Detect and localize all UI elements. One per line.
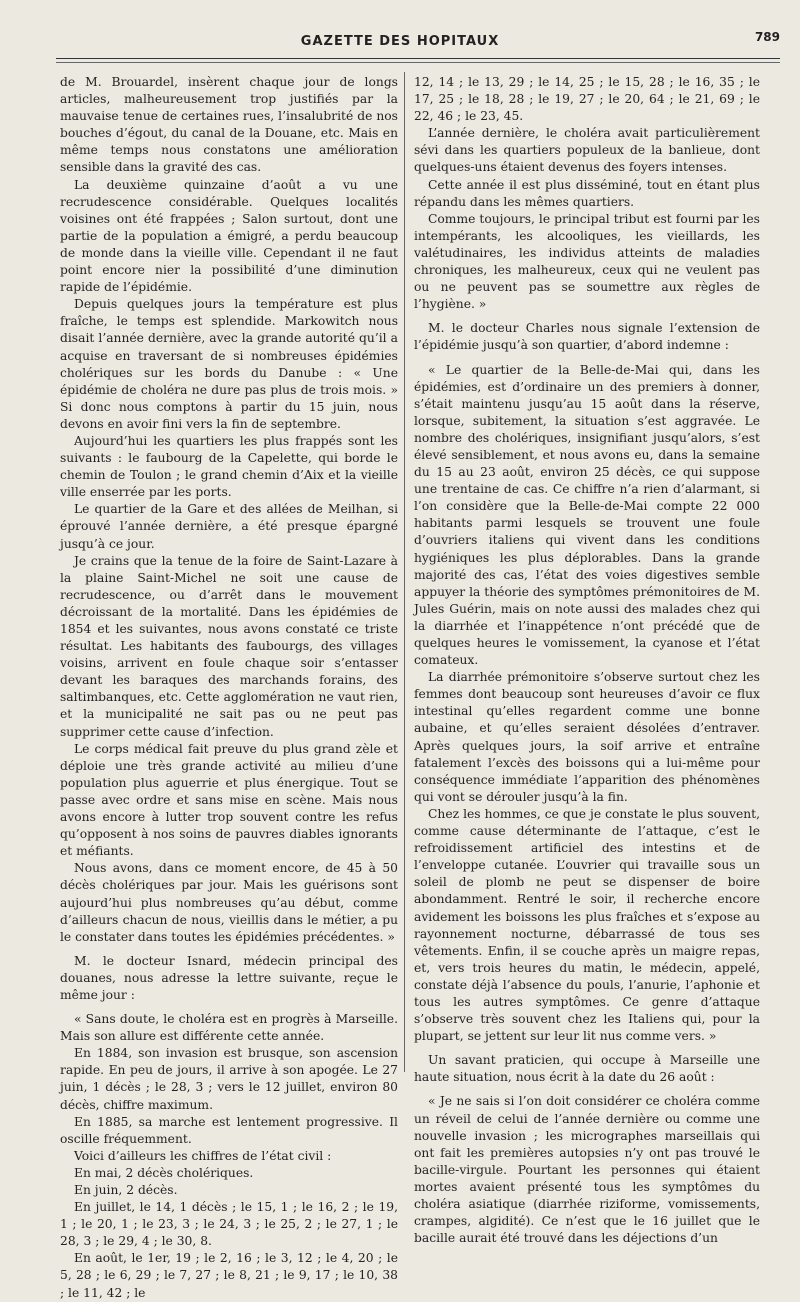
- paragraph: « Je ne sais si l’on doit considérer ce choléra comme un réveil de celui de l’année dernière ou comme une nouvelle invasion ; les micrographes marseillais qui ont fait les premières autopsies n’y ont pas trouvé le bacille-virgule. Pourtant les personnes qui étaient mortes avaient présenté tous les symptômes du choléra asiatique (diarrhée riziforme, vomissements, crampes, algidité). Ce n’est que le 16 juillet que le bacille aurait été trouvé dans les déjections d’un: [414, 1094, 760, 1246]
- paragraph: En mai, 2 décès cholériques.: [74, 1165, 254, 1180]
- paragraph: Aujourd’hui les quartiers les plus frappés sont les suivants : le faubourg de la Capelette, qui borde le chemin de Toulon ; le grand chemin d’Aix et la vieille ville enserrée par les ports.: [60, 433, 398, 500]
- paragraph: M. le docteur Isnard, médecin principal des douanes, nous adresse la lettre suivante, reçue le même jour :: [60, 953, 398, 1002]
- paragraph: Chez les hommes, ce que je constate le plus souvent, comme cause déterminante de l’attaque, c’est le refroidissement artificiel des intestins et de l’enveloppe cutanée. L’ouvrier qui travaille sous un soleil de plomb ne peut se dispenser de boire abondamment. Rentré le soir, il recherche encore avidement les boissons les plus fraîches et s’expose au rayonnement nocturne, débarrassé de tous ses vêtements. Enfin, il se couche après un maigre repas, et, vers trois heures du matin, le médecin, appelé, constate déjà l’absence du pouls, l’anurie, l’aphonie et tous les autres symptômes. Ce genre d’attaque s’observe très souvent chez les Italiens qui, pour la plupart, se jettent sur leur lit nus comme vers. »: [414, 806, 760, 1044]
- paragraph: Nous avons, dans ce moment encore, de 45 à 50 décès cholériques par jour. Mais les guérisons sont aujourd’hui plus nombreuses qu’au début, comme d’ailleurs chacun de nous, vieillis dans le métier, a pu le constater dans toutes les épidémies précédentes. »: [60, 861, 398, 944]
- paragraph: Je crains que la tenue de la foire de Saint-Lazare à la plaine Saint-Michel ne soit une cause de recrudescence, ou d’arrêt dans le mouvement décroissant de la mortalité. Dans les épidémies de 1854 et les suivantes, nous avons constaté ce triste résultat. Les habitants des faubourgs, des villages voisins, arrivent en foule chaque soir s’entasser devant les baraques des marchands forains, des saltimbanques, etc. Cette agglomération ne vaut rien, et la municipalité ne sait pas ou ne peut pas supprimer cette cause d’infection.: [60, 553, 398, 739]
- paragraph: 12, 14 ; le 13, 29 ; le 14, 25 ; le 15, 28 ; le 16, 35 ; le 17, 25 ; le 18, 28 ; le 19, 27 ; le 20, 64 ; le 21, 69 ; le 22, 46 ; le 23, 45.: [414, 75, 760, 124]
- paragraph: de M. Brouardel, insèrent chaque jour de longs articles, malheureusement trop justifiés par la mauvaise tenue de certaines rues, l’insalubrité de nos bouches d’égout, du canal de la Douane, etc. Mais en même temps nous constatons une amélioration sensible dans la gravité des cas.: [60, 75, 398, 175]
- paragraph: Cette année il est plus disséminé, tout en étant plus répandu dans les mêmes quartiers.: [414, 177, 760, 209]
- paragraph: En juin, 2 décès.: [74, 1183, 178, 1197]
- paragraph: Comme toujours, le principal tribut est fourni par les intempérants, les alcooliques, les vieillards, les valétudinaires, les individus atteints de maladies chroniques, les malheureux, ceux qui ne veulent pas ou ne peuvent pas se soumettre aux règles de l’hygiène. »: [414, 211, 760, 312]
- page-number: 789: [754, 30, 780, 44]
- paragraph: M. le docteur Charles nous signale l’extension de l’épidémie jusqu’à son quartier, d’abord indemne :: [414, 321, 760, 353]
- paragraph: L’année dernière, le choléra avait particulièrement sévi dans les quartiers populeux de la banlieue, dont quelques-uns étaient devenus des foyers intenses.: [414, 126, 760, 175]
- paragraph: En 1885, sa marche est lentement progressive. Il oscille fréquemment.: [60, 1114, 398, 1146]
- paragraph: Depuis quelques jours la température est plus fraîche, le temps est splendide. Markowitch nous disait l’année dernière, avec la grande autorité qu’il a acquise en traversant de si nombreuses épidémies cholériques sur les bords du Danube : « Une épidémie de choléra ne dure pas plus de trois mois. » Si donc nous comptons à partir du 15 juin, nous devons en avoir fini vers la fin de septembre.: [60, 297, 398, 431]
- running-title: GAZETTE DES HOPITAUX: [300, 34, 500, 49]
- paragraph: La deuxième quinzaine d’août a vu une recrudescence considérable. Quelques localités voisines ont été frappées ; Salon surtout, dont une partie de la population a émigré, a perdu beaucoup de monde dans la vieille ville. Cependant il ne faut point encore nier la possibilité d’une diminution rapide de l’épidémie.: [60, 177, 398, 295]
- column-divider: [404, 72, 405, 1072]
- paragraph: Le quartier de la Gare et des allées de Meilhan, si éprouvé l’année dernière, a été presque épargné jusqu’à ce jour.: [60, 502, 398, 551]
- header-rule: [56, 58, 780, 59]
- right-column: [414, 74, 760, 1247]
- paragraph: « Sans doute, le choléra est en progrès à Marseille. Mais son allure est différente cette année.: [60, 1012, 398, 1044]
- paragraph: Un savant praticien, qui occupe à Marseille une haute situation, nous écrit à la date du 26 août :: [414, 1053, 760, 1085]
- paragraph: « Le quartier de la Belle-de-Mai qui, dans les épidémies, est d’ordinaire un des premiers à donner, s’était maintenu jusqu’au 15 août dans la réserve, lorsque, subitement, la situation s’est aggravée. Le nombre des cholériques, insignifiant jusqu’alors, s’est élevé sensiblement, et nous avons eu, dans la semaine du 15 au 23 août, environ 25 décès, ce qui suppose une trentaine de cas. Ce chiffre n’a rien d’alarmant, si l’on considère que la Belle-de-Mai compte 22 000 habitants parmi lesquels se trouvent une foule d’ouvriers italiens qui vivent dans les conditions hygiéniques les plus déplorables. Dans la grande majorité des cas, l’état des voies digestives semble appuyer la théorie des symptômes prémonitoires de M. Jules Guérin, mais on note aussi des malades chez qui la diarrhée et l’inappétence n’ont précédé que de quelques heures le vomissement, la cyanose et l’état comateux.: [414, 362, 760, 668]
- paragraph: En juillet, le 14, 1 décès ; le 15, 1 ; le 16, 2 ; le 19, 1 ; le 20, 1 ; le 23, 3 ; le 24, 3 ; le 25, 2 ; le 27, 1 ; le 28, 3 ; le 29, 4 ; le 30, 8.: [60, 1200, 398, 1249]
- header-rule-thin: [56, 62, 780, 63]
- paragraph: La diarrhée prémonitoire s’observe surtout chez les femmes dont beaucoup sont heureuses d’avoir ce flux intestinal qu’elles regardent comme une bonne aubaine, et qu’elles seraient désolées d’entraver. Après quelques jours, la soif arrive et entraîne fatalement l’excès des boissons qui a lui-même pour conséquence immédiate l’apparition des phénomènes qui vont se dérouler jusqu’à la fin.: [414, 670, 760, 804]
- left-column: [60, 74, 398, 1302]
- paragraph: En 1884, son invasion est brusque, son ascension rapide. En peu de jours, il arrive à son apogée. Le 27 juin, 1 décès ; le 28, 3 ; vers le 12 juillet, environ 80 décès, chiffre maximum.: [60, 1046, 398, 1112]
- page-header: [0, 30, 800, 58]
- paragraph: Le corps médical fait preuve du plus grand zèle et déploie une très grande activité au milieu d’une population plus aguerrie et plus énergique. Tout se passe avec ordre et sans mise en scène. Mais nous avons encore à lutter trop souvent contre les refus qu’opposent à nos soins de pauvres diables ignorants et méfiants.: [60, 741, 398, 859]
- paragraph: En août, le 1er, 19 ; le 2, 16 ; le 3, 12 ; le 4, 20 ; le 5, 28 ; le 6, 29 ; le 7, 27 ; le 8, 21 ; le 9, 17 ; le 10, 38 ; le 11, 42 ; le: [60, 1251, 398, 1300]
- paragraph: Voici d’ailleurs les chiffres de l’état civil :: [74, 1148, 332, 1163]
